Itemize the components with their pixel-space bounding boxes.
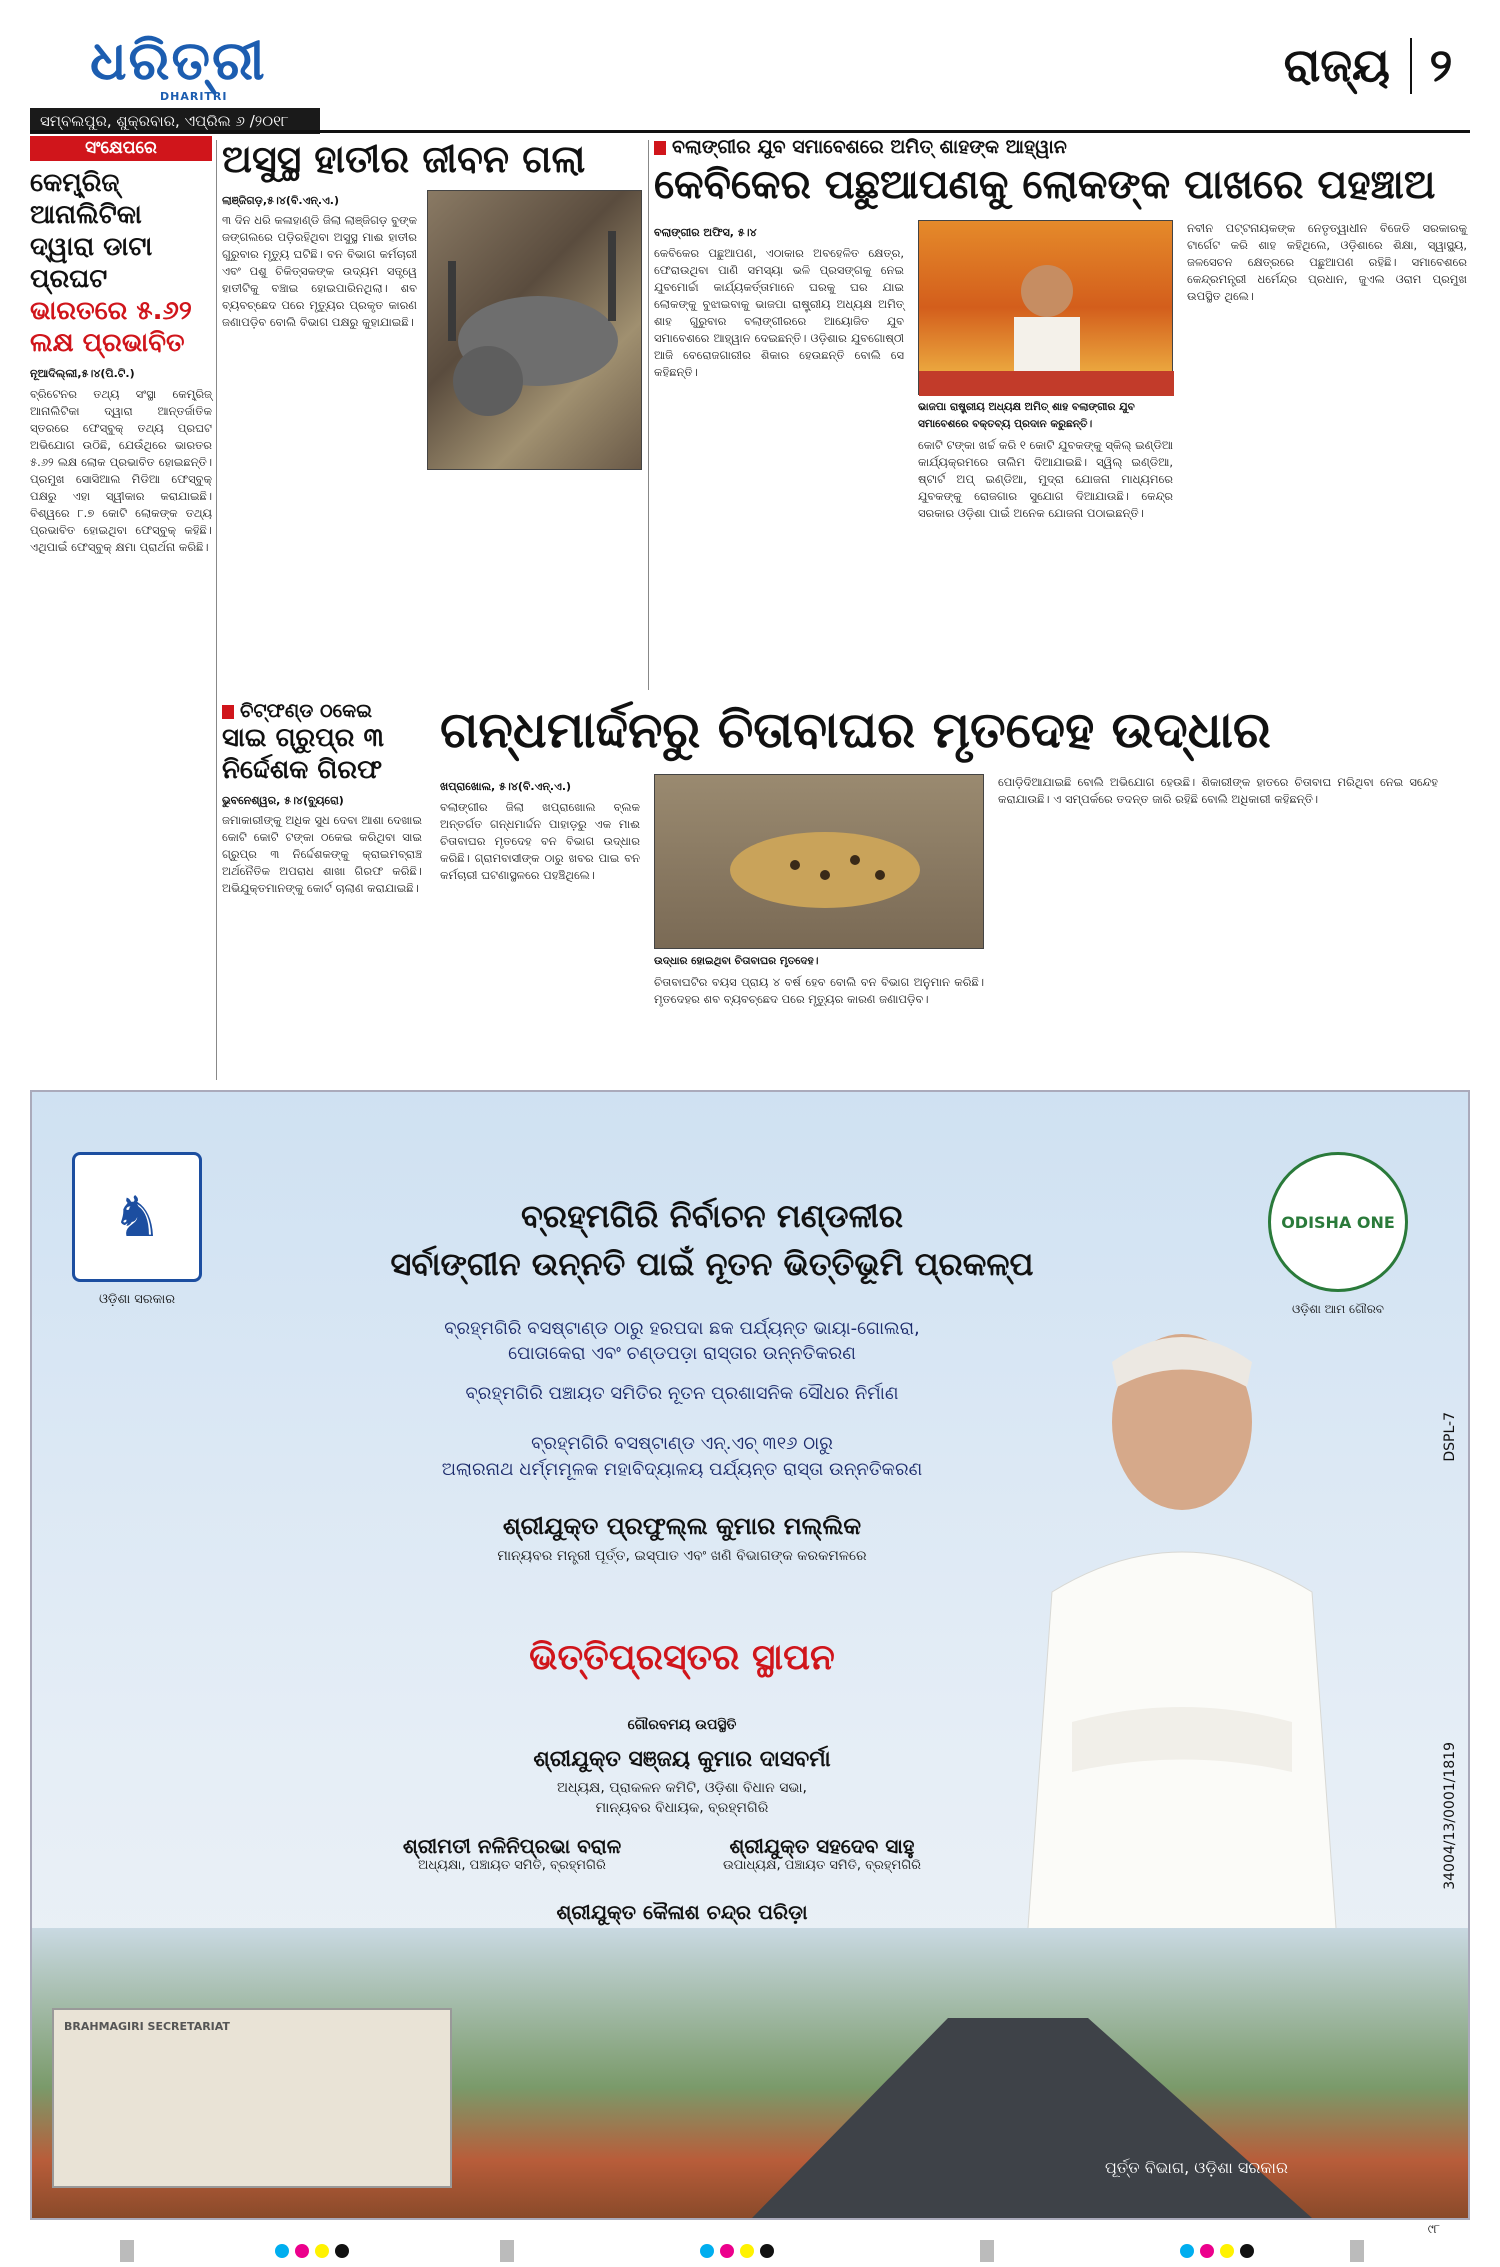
leopard-story [440, 700, 1470, 1085]
elephant-story [222, 136, 642, 711]
brief-headline-black: କେମ୍ବ୍ରିଜ୍ ଆନାଲିଟିକା ଦ୍ୱାରା ଡାଟା ପ୍ରଘଟ [30, 168, 153, 294]
leopard-col3: ପୋଡ଼ିଦିଆଯାଇଛି ବୋଲି ଅଭିଯୋଗ ହେଉଛି। ଶିକାରୀଙ୍କ ହାତରେ ଚିତାବାଘ ମରିଥିବା ନେଇ ସନ୍ଦେହ କରାଯାଉଛି। ଏ ସମ୍ପର୍କରେ ତଦନ୍ତ ଜାରି ରହିଛି ବୋଲି ଅଧିକାରୀ କହିଛନ୍ତି। [998, 775, 1438, 806]
elephant-body: ୩ ଦିନ ଧରି କଳାହାଣ୍ଡି ଜିଲା ଲାଞ୍ଜିଗଡ଼ ବୁଙ୍କ ଜଙ୍ଗଲରେ ପଡ଼ିରହିଥିବା ଅସୁସ୍ଥ ମାଈ ହାତୀର ଗୁରୁବାର ମୃତ୍ୟୁ ଘଟିଛି। ବନ ବିଭାଗ କର୍ମଚାରୀ ଏବଂ ପଶୁ ଚିକିତ୍ସକଙ୍କ ଉଦ୍ୟମ ସତ୍ତ୍ୱେ ହାତୀଟିକୁ ବଞ୍ଚାଇ ହୋଇପାରିନଥିଲା। ଶବ ବ୍ୟବଚ୍ଛେଦ ପରେ ମୃତ୍ୟୁର ପ୍ରକୃତ କାରଣ ଜଣାପଡ଼ିବ ବୋଲି ବିଭାଗ ପକ୍ଷରୁ କୁହାଯାଇଛି। [222, 213, 417, 329]
guest3-block [672, 1834, 972, 1873]
leopard-photo[interactable] [654, 774, 984, 949]
elephant-photo[interactable] [427, 190, 642, 470]
column-divider [216, 140, 217, 1080]
govt-advertisement[interactable] [30, 1090, 1470, 2220]
amit-shah-story [654, 136, 1470, 696]
chit-dateline: ଭୁବନେଶ୍ୱର, ୫।୪(ବ୍ୟୁରୋ) [222, 794, 344, 807]
ad-footer: ପୂର୍ତ୍ତ ବିଭାଗ, ଓଡ଼ିଶା ସରକାର [1104, 2158, 1288, 2177]
presence-label: ଗୌରବମୟ ଉପସ୍ଥିତି [627, 1717, 737, 1733]
page-number: ୨ [1410, 38, 1470, 94]
guest2-name: ଶ୍ରୀମତୀ ନଳିନିପ୍ରଭା ବରାଳ [402, 1834, 622, 1858]
brief-headline-red: ଭାରତରେ ୫.୬୨ ଲକ୍ଷ ପ୍ରଭାବିତ [30, 296, 192, 358]
project2: ବ୍ରହ୍ମଗିରି ପଞ୍ଚାୟତ ସମିତିର ନୂତନ ପ୍ରଶାସନିକ ସୌଧର ନିର୍ମାଣ [465, 1383, 899, 1404]
ad-heading-line1: ବ୍ରହ୍ମଗିରି ନିର୍ବାଚନ ମଣ୍ଡଳୀର [521, 1197, 903, 1235]
chit-kicker: ଚିଟ୍‌ଫଣ୍ଡ ଠକେଇ [222, 700, 642, 722]
guest4-name: ଶ୍ରୀଯୁକ୍ତ କୈଳାଶ ଚନ୍ଦ୍ର ପରିଡ଼ା [556, 1900, 808, 1924]
dateline: ସମ୍ବଲପୁର, ଶୁକ୍ରବାର, ଏପ୍ରିଲ ୬ /୨୦୧୮ [30, 108, 320, 134]
guest1-role1: ଅଧ୍ୟକ୍ଷ, ପ୍ରାକଳନ କମିଟି, ଓଡ଼ିଶା ବିଧାନ ସଭା, [556, 1780, 808, 1796]
brief-dateline: ନୂଆଦିଲ୍ଲୀ,୫।୪(ପି.ଟି.) [30, 367, 135, 380]
section-name: ରାଜ୍ୟ [1283, 38, 1390, 92]
amit-col1: କେବିକେର ପଛୁଆପଣ, ଏଠାକାର ଅବହେଳିତ କ୍ଷେତ୍ର, ଫେରାଉଥିବା ପାଣି ସମସ୍ୟା ଭଳି ପ୍ରସଙ୍ଗକୁ ନେଇ ଯୁବମୋର୍ଚ୍ଚା କାର୍ଯ୍ୟକର୍ତ୍ତାମାନେ ଘରକୁ ଘର ଯାଇ ଲୋକଙ୍କୁ ବୁଝାଇବାକୁ ଭାଜପା ରାଷ୍ଟ୍ରୀୟ ଅଧ୍ୟକ୍ଷ ଅମିତ୍ ଶାହ ଗୁରୁବାର ବଲାଙ୍ଗୀରରେ ଆୟୋଜିତ ଯୁବ ସମାବେଶରେ ଆହ୍ୱାନ ଦେଇଛନ୍ତି। ଓଡ଼ିଶାର ଯୁବଗୋଷ୍ଠୀ ଆଜି ବେରୋଜଗାରୀର ଶିକାର ହେଉଛନ୍ତି ବୋଲି ସେ କହିଛନ୍ତି। [654, 246, 904, 379]
chit-headline[interactable]: ସାଇ ଗ୍ରୁପ୍‌ର ୩ ନିର୍ଦ୍ଦେଶକ ଗିରଫ [222, 723, 384, 785]
amit-dateline: ବଲାଙ୍ଗୀର ଅଫିସ, ୫।୪ [654, 226, 757, 239]
amit-photo-caption: ଭାଜପା ରାଷ୍ଟ୍ରୀୟ ଅଧ୍ୟକ୍ଷ ଅମିତ୍ ଶାହ ବଲାଙ୍ଗୀର ଯୁବ ସମାବେଶରେ ବକ୍ତବ୍ୟ ପ୍ରଦାନ କରୁଛନ୍ତି। [918, 401, 1135, 430]
logo-latin: DHARITRI [160, 90, 228, 103]
ad-release-code: 34004/13/0001/1819 [1442, 1742, 1458, 1890]
leopard-headline[interactable]: ଗନ୍ଧମାର୍ଦ୍ଦନରୁ ଚିତାବାଘର ମୃତଦେହ ଉଦ୍ଧାର [440, 701, 1271, 759]
project1-line2: ପୋତାକେରା ଏବଂ ଚଣ୍ଡପଡ଼ା ରାସ୍ତାର ଉନ୍ନତିକରଣ [508, 1343, 856, 1364]
project1-line1: ବ୍ରହ୍ମଗିରି ବସଷ୍ଟାଣ୍ଡ ଠାରୁ ହରପଦା ଛକ ପର୍ଯ୍ୟନ୍ତ ଭାୟା-ଗୋଲରା, [444, 1318, 920, 1339]
project3-line1: ବ୍ରହ୍ମଗିରି ବସଷ୍ଟାଣ୍ଡ ଏନ୍.ଏଚ୍ ୩୧୬ ଠାରୁ [531, 1433, 833, 1454]
column-divider [648, 140, 649, 690]
leopard-illustration [655, 775, 985, 950]
page-mark: ୯୮ [1427, 2222, 1440, 2236]
elephant-dateline: ଲାଞ୍ଜିଗଡ଼,୫।୪(ବି.ଏନ୍.ଏ.) [222, 194, 340, 207]
leopard-photo-caption: ଉଦ୍ଧାର ହୋଇଥିବା ଚିତାବାଘର ମୃତଦେହ। [654, 955, 819, 967]
amit-col3: ନବୀନ ପଟ୍ଟନାୟକଙ୍କ ନେତୃତ୍ୱାଧୀନ ବିଜେଡି ସରକାରକୁ ଟାର୍ଗେଟ କରି ଶାହ କହିଥିଲେ, ଓଡ଼ିଶାରେ ଶିକ୍ଷା, ସ୍ୱାସ୍ଥ୍ୟ, ଜଳସେଚନ କ୍ଷେତ୍ରରେ ପଛୁଆପଣ ରହିଛି। ସମାବେଶରେ କେନ୍ଦ୍ରମନ୍ତ୍ରୀ ଧର୍ମେନ୍ଦ୍ର ପ୍ରଧାନ, ଜୁଏଲ ଓରାମ ପ୍ରମୁଖ ଉପସ୍ଥିତ ଥିଲେ। [1187, 221, 1467, 303]
amit-col2: କୋଟି ଟଙ୍କା ଖର୍ଚ୍ଚ କରି ୧ କୋଟି ଯୁବକଙ୍କୁ ସ୍କିଲ୍ ଇଣ୍ଡିଆ କାର୍ଯ୍ୟକ୍ରମରେ ତାଲିମ ଦିଆଯାଇଛି। ସ୍ୱିଲ୍ ଇଣ୍ଡିଆ, ଷ୍ଟାର୍ଟ ଅପ୍ ଇଣ୍ଡିଆ, ମୁଦ୍ରା ଯୋଜନା ମାଧ୍ୟମରେ ଯୁବକଙ୍କୁ ରୋଜଗାର ସୁଯୋଗ ଦିଆଯାଉଛି। କେନ୍ଦ୍ର ସରକାର ଓଡ଼ିଶା ପାଇଁ ଅନେକ ଯୋଜନା ପଠାଇଛନ୍ତି। [918, 438, 1173, 520]
chief-minister-photo [992, 1292, 1372, 2012]
leopard-col1: ବଲାଙ୍ଗୀର ଜିଲା ଖପ୍ରାଖୋଲ ବ୍ଲକ ଅନ୍ତର୍ଗତ ଗନ୍ଧମାର୍ଦ୍ଦନ ପାହାଡ଼ରୁ ଏକ ମାଈ ଚିତାବାଘର ମୃତଦେହ ବନ ବିଭାଗ ଉଦ୍ଧାର କରିଛି। ଗ୍ରାମବାସୀଙ୍କ ଠାରୁ ଖବର ପାଇ ବନ କର୍ମଚାରୀ ଘଟଣାସ୍ଥଳରେ ପହଞ୍ଚିଥିଲେ। [440, 800, 640, 882]
brief-body: ବ୍ରିଟେନର ତଥ୍ୟ ସଂସ୍ଥା କେମ୍ବ୍ରିଜ୍ ଆନାଲିଟିକା ଦ୍ୱାରା ଆନ୍ତର୍ଜାତିକ ସ୍ତରରେ ଫେସ୍‌ବୁକ୍ ତଥ୍ୟ ପ୍ରଘଟ ଅଭିଯୋଗ ଉଠିଛି, ଯେଉଁଥିରେ ଭାରତର ୫.୬୨ ଲକ୍ଷ ଲୋକ ପ୍ରଭାବିତ ହୋଇଛନ୍ତି। ପ୍ରମୁଖ ସୋସିଆଲ ମିଡିଆ ଫେସ୍‌ବୁକ୍ ପକ୍ଷରୁ ଏହା ସ୍ୱୀକାର କରାଯାଇଛି। ବିଶ୍ୱରେ ୮.୭ କୋଟି ଲୋକଙ୍କ ତଥ୍ୟ ପ୍ରଭାବିତ ହୋଇଥିବା ଫେସ୍‌ବୁକ୍ କହିଛି। ଏଥିପାଇଁ ଫେସ୍‌ବୁକ୍ କ୍ଷମା ପ୍ରାର୍ଥନା କରିଛି। [30, 387, 212, 554]
brief-headline[interactable] [30, 167, 212, 359]
speaker-illustration [919, 221, 1174, 396]
building-sign: BRAHMAGIRI SECRETARIAT [64, 2020, 230, 2033]
chit-body: ଜମାକାରୀଙ୍କୁ ଅଧିକ ସୁଧ ଦେବା ଆଶା ଦେଖାଇ କୋଟି କୋଟି ଟଙ୍କା ଠକେଇ କରିଥିବା ସାଇ ଗ୍ରୁପ୍‌ର ୩ ନିର୍ଦ୍ଦେଶକଙ୍କୁ କ୍ରାଇମବ୍ରାଞ୍ଚ ଅର୍ଥନୈତିକ ଅପରାଧ ଶାଖା ଗିରଫ କରିଛି। ଅଭିଯୁକ୍ତମାନଙ୍କୁ କୋର୍ଟ ଚାଲାଣ କରାଯାଇଛି। [222, 813, 422, 895]
guest2-block [362, 1834, 662, 1873]
guest2-role: ଅଧ୍ୟକ୍ଷା, ପଞ୍ଚାୟତ ସମିତି, ବ୍ରହ୍ମଗିରି [418, 1858, 606, 1873]
govt-caption: ଓଡ଼ିଶା ସରକାର [98, 1292, 176, 1307]
guest1-role2: ମାନ୍ୟବର ବିଧାୟକ, ବ୍ରହ୍ମଗିରି [595, 1800, 769, 1816]
guest1-name: ଶ୍ରୀଯୁକ୍ତ ସଞ୍ଜୟ କୁମାର ଦାସବର୍ମା [533, 1747, 831, 1772]
road-image [752, 2018, 1312, 2218]
chief-guest-title: ମାନ୍ୟବର ମନ୍ତ୍ରୀ ପୂର୍ତ୍ତ, ଇସ୍ପାତ ଏବଂ ଖଣି ବିଭାଗଙ୍କ କରକମଳରେ [497, 1548, 867, 1564]
chief-guest-name: ଶ୍ରୀଯୁକ୍ତ ପ୍ରଫୁଲ୍ଲ କୁମାର ମଲ୍ଲିକ [502, 1512, 862, 1540]
amit-shah-photo[interactable] [918, 220, 1173, 395]
elephant-illustration [428, 191, 643, 471]
leopard-dateline: ଖପ୍ରାଖୋଲ, ୫।୪(ବି.ଏନ୍.ଏ.) [440, 780, 572, 793]
top-rule [30, 130, 1470, 133]
odisha-one-badge: ODISHA ONE [1268, 1152, 1408, 1292]
masthead [30, 20, 1470, 130]
print-registration-strip [0, 2238, 1500, 2267]
elephant-headline[interactable]: ଅସୁସ୍ଥ ହାତୀର ଜୀବନ ଗଲା [222, 137, 586, 181]
guest3-role: ଉପାଧ୍ୟକ୍ଷ, ପଞ୍ଚାୟତ ସମିତି, ବ୍ରହ୍ମଗିରି [722, 1858, 922, 1873]
odisha-emblem-icon: ♞ [72, 1152, 202, 1282]
amit-headline[interactable]: କେବିକେର ପଛୁଆପଣକୁ ଲୋକଙ୍କ ପାଖରେ ପହଞ୍ଚାଅ [654, 162, 1436, 208]
leopard-col2: ଚିତାବାଘଟିର ବୟସ ପ୍ରାୟ ୪ ବର୍ଷ ହେବ ବୋଲି ବନ ବିଭାଗ ଅନୁମାନ କରିଛି। ମୃତଦେହର ଶବ ବ୍ୟବଚ୍ଛେଦ ପରେ ମୃତ୍ୟୁର କାରଣ ଜଣାପଡ଼ିବ। [654, 975, 984, 1006]
brief-label: ସଂକ୍ଷେପରେ [30, 136, 212, 161]
guest3-name: ଶ୍ରୀଯୁକ୍ତ ସହଦେବ ସାହୁ [729, 1834, 915, 1858]
badge-caption: ଓଡ଼ିଶା ଆମ ଗୌରବ [1292, 1302, 1384, 1316]
secretariat-building [52, 2008, 452, 2188]
ad-heading-line2: ସର୍ବାଙ୍ଗୀନ ଉନ୍ନତି ପାଇଁ ନୂତନ ଭିତ୍ତିଭୂମି ପ୍ରକଳ୍ପ [390, 1245, 1034, 1283]
ad-heading [362, 1192, 1062, 1288]
ad-dspl-code: DSPL-7 [1442, 1412, 1458, 1462]
newspaper-logo[interactable]: ଧରିତ୍ରୀ [90, 28, 267, 92]
brief-column [30, 136, 212, 1086]
event-title: ଭିତ୍ତିପ୍ରସ୍ତର ସ୍ଥାପନ [529, 1637, 835, 1678]
project3-line2: ଅଲାରନାଥ ଧର୍ମ୍ମମୂଳକ ମହାବିଦ୍ୟାଳୟ ପର୍ଯ୍ୟନ୍ତ ରାସ୍ତା ଉନ୍ନତିକରଣ [441, 1459, 923, 1480]
amit-kicker: ବଲାଙ୍ଗୀର ଯୁବ ସମାବେଶରେ ଅମିତ୍ ଶାହଙ୍କ ଆହ୍ୱାନ [654, 136, 1470, 158]
person-illustration [992, 1292, 1372, 2012]
